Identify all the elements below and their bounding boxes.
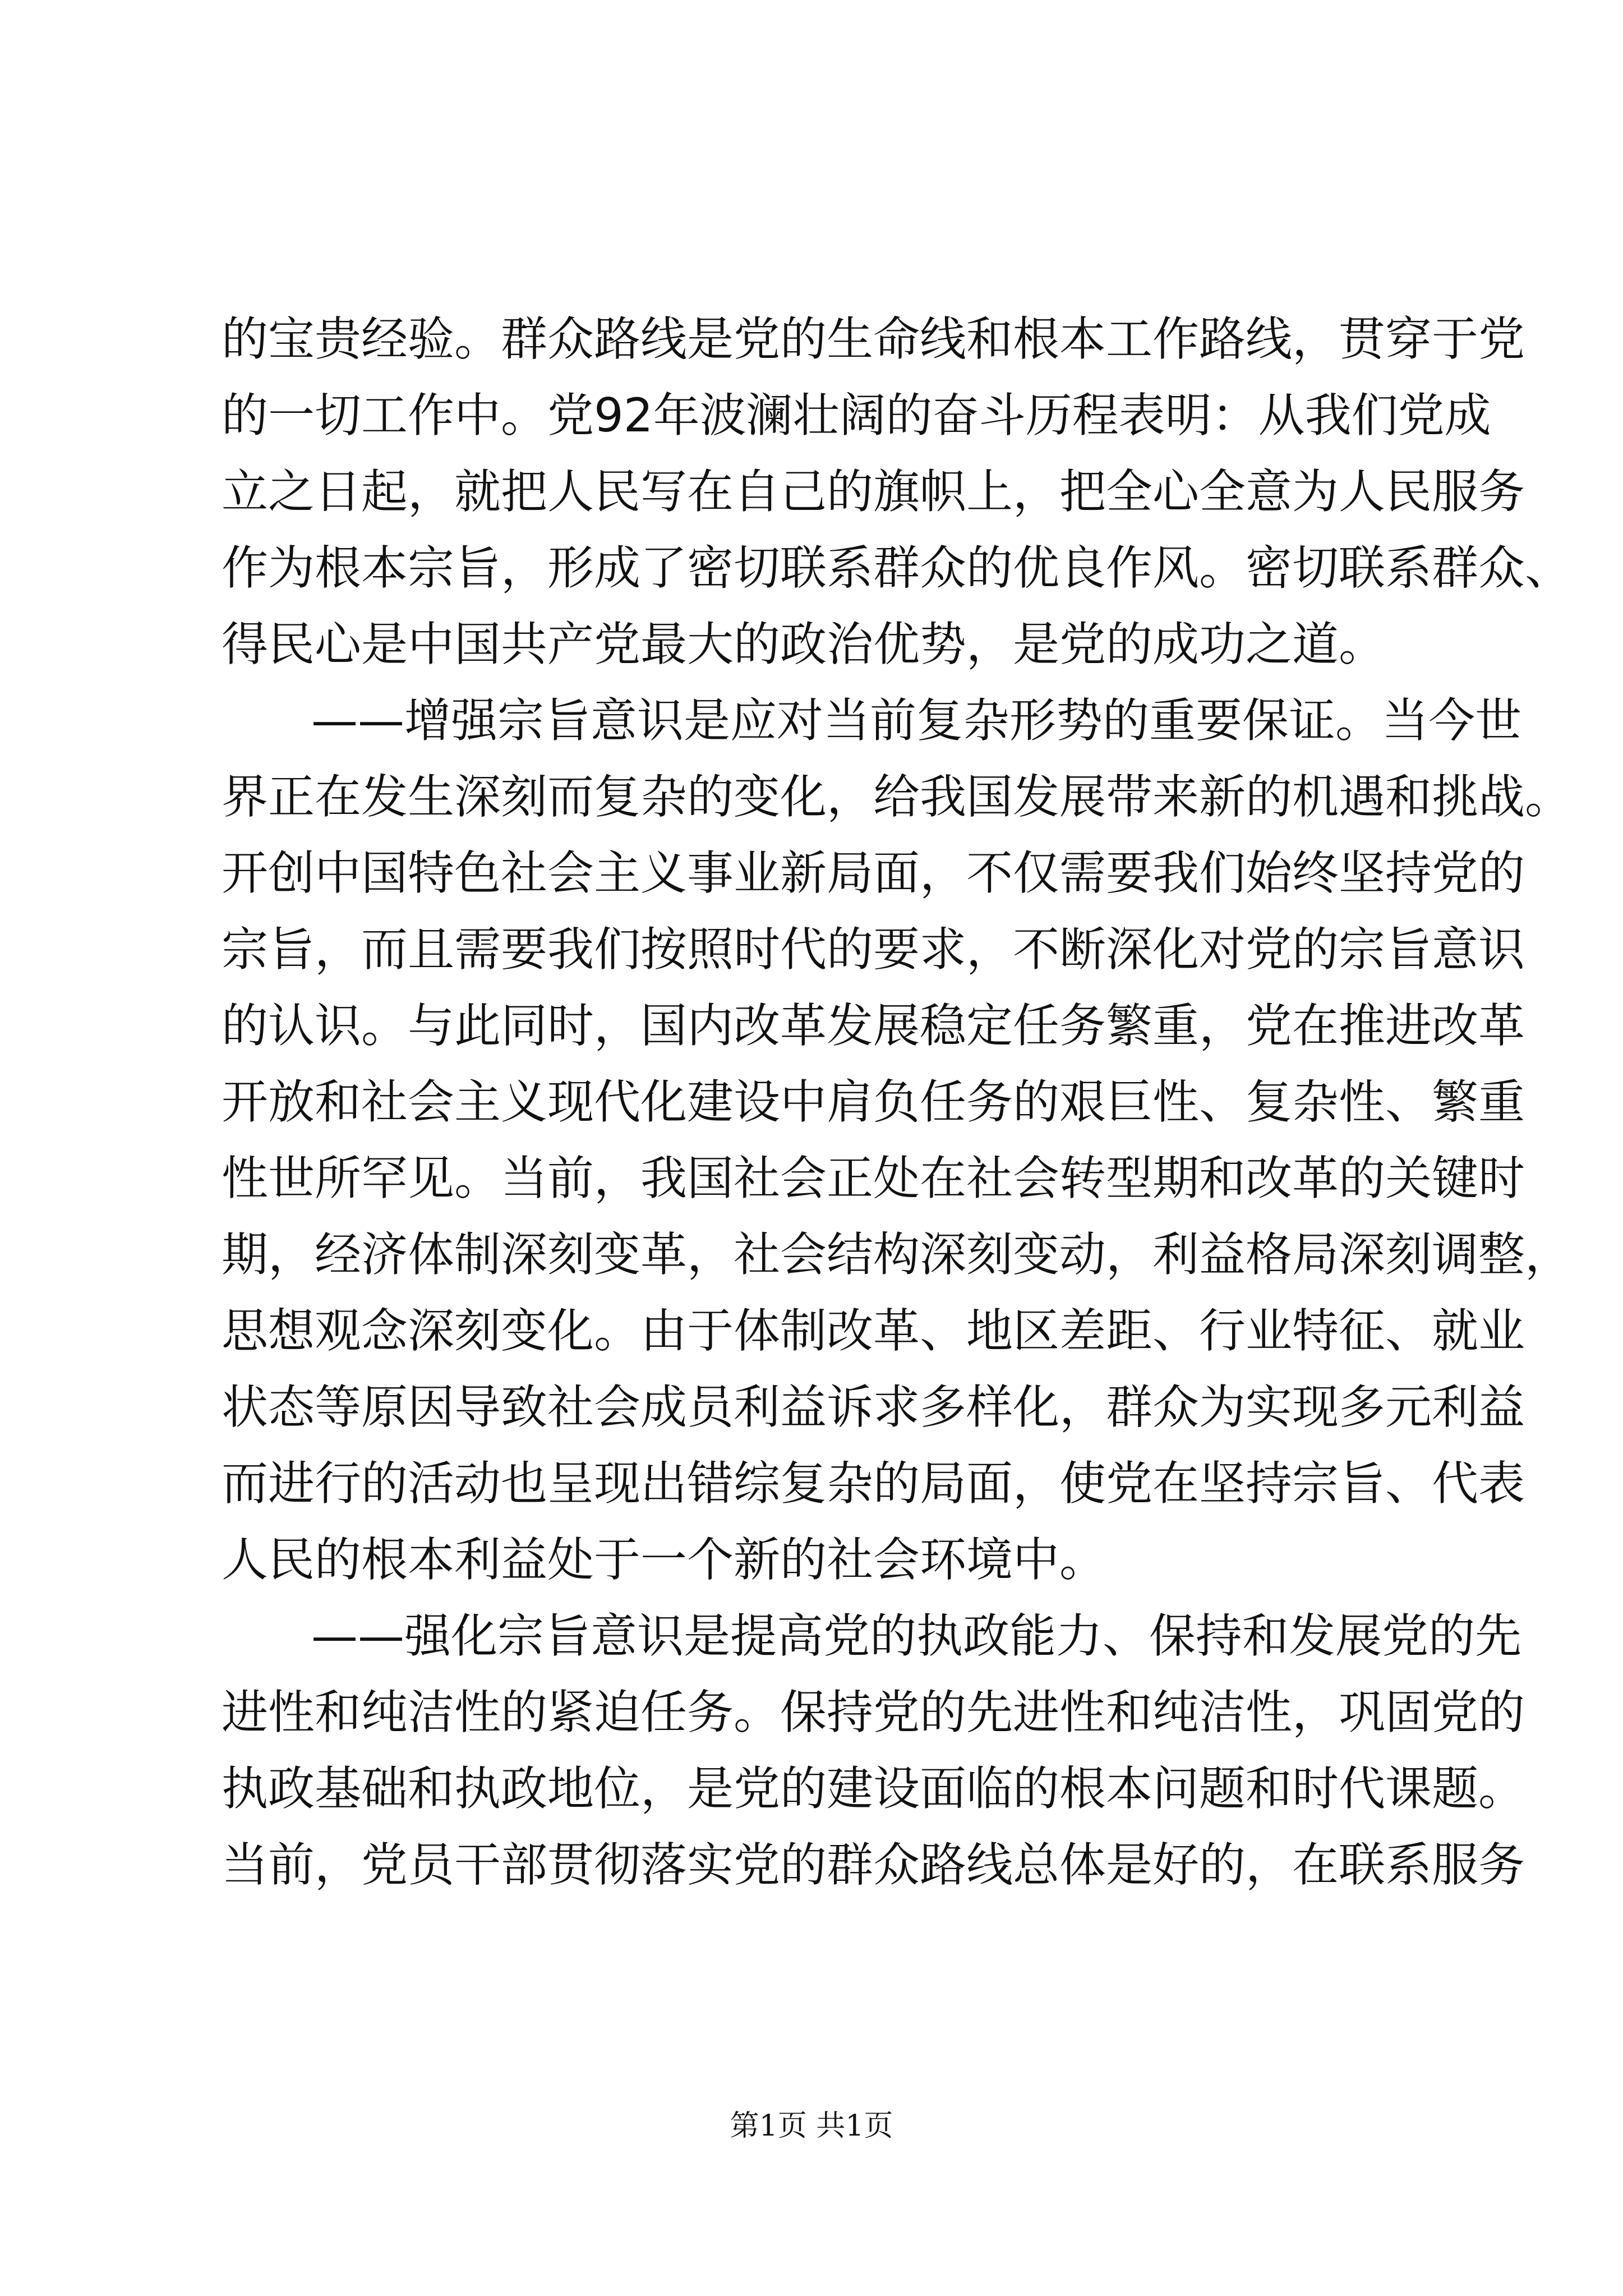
paragraph-1-line-1: 的宝贵经验。群众路线是党的生命线和根本工作路线，贯穿于党 (222, 312, 1525, 366)
paragraph-1-line-5: 得民心是中国共产党最大的政治优势，是党的成功之道。 (222, 617, 1385, 671)
paragraph-2-line-8: 期，经济体制深刻变革，社会结构深刻变动，利益格局深刻调整， (222, 1227, 1571, 1282)
paragraph-2-line-7: 性世所罕见。当前，我国社会正处在社会转型期和改革的关键时 (222, 1151, 1525, 1205)
page-footer: 第1页 共1页 (730, 2109, 893, 2143)
paragraph-3-line-1: ——强化宗旨意识是提高党的执政能力、保持和发展党的先 (311, 1609, 1521, 1663)
paragraph-2-line-3: 开创中国特色社会主义事业新局面，不仅需要我们始终坚持党的 (222, 846, 1525, 900)
paragraph-3-line-2: 进性和纯洁性的紧迫任务。保持党的先进性和纯洁性，巩固党的 (222, 1685, 1525, 1740)
paragraph-2-line-2: 界正在发生深刻而复杂的变化，给我国发展带来新的机遇和挑战。 (222, 770, 1571, 824)
paragraph-1-line-2: 的一切工作中。党92年波澜壮阔的奋斗历程表明：从我们党成 (222, 388, 1491, 443)
paragraph-3-line-4: 当前，党员干部贯彻落实党的群众路线总体是好的，在联系服务 (222, 1838, 1525, 1892)
paragraph-2-line-11: 而进行的活动也呈现出错综复杂的局面，使党在坚持宗旨、代表 (222, 1456, 1525, 1511)
paragraph-3-line-3: 执政基础和执政地位，是党的建设面临的根本问题和时代课题。 (222, 1761, 1525, 1816)
paragraph-1-line-3: 立之日起，就把人民写在自己的旗帜上，把全心全意为人民服务 (222, 464, 1525, 519)
paragraph-2-line-1: ——增强宗旨意识是应对当前复杂形势的重要保证。当今世 (311, 693, 1521, 748)
paragraph-2-line-4: 宗旨，而且需要我们按照时代的要求，不断深化对党的宗旨意识 (222, 922, 1525, 977)
paragraph-2-line-10: 状态等原因导致社会成员利益诉求多样化，群众为实现多元利益 (222, 1380, 1525, 1434)
paragraph-2-line-12: 人民的根本利益处于一个新的社会环境中。 (222, 1533, 1106, 1587)
paragraph-2-line-5: 的认识。与此同时，国内改革发展稳定任务繁重，党在推进改革 (222, 999, 1525, 1053)
paragraph-1-line-4: 作为根本宗旨，形成了密切联系群众的优良作风。密切联系群众、 (222, 541, 1571, 595)
paragraph-2-line-9: 思想观念深刻变化。由于体制改革、地区差距、行业特征、就业 (222, 1304, 1525, 1358)
paragraph-2-line-6: 开放和社会主义现代化建设中肩负任务的艰巨性、复杂性、繁重 (222, 1075, 1525, 1129)
